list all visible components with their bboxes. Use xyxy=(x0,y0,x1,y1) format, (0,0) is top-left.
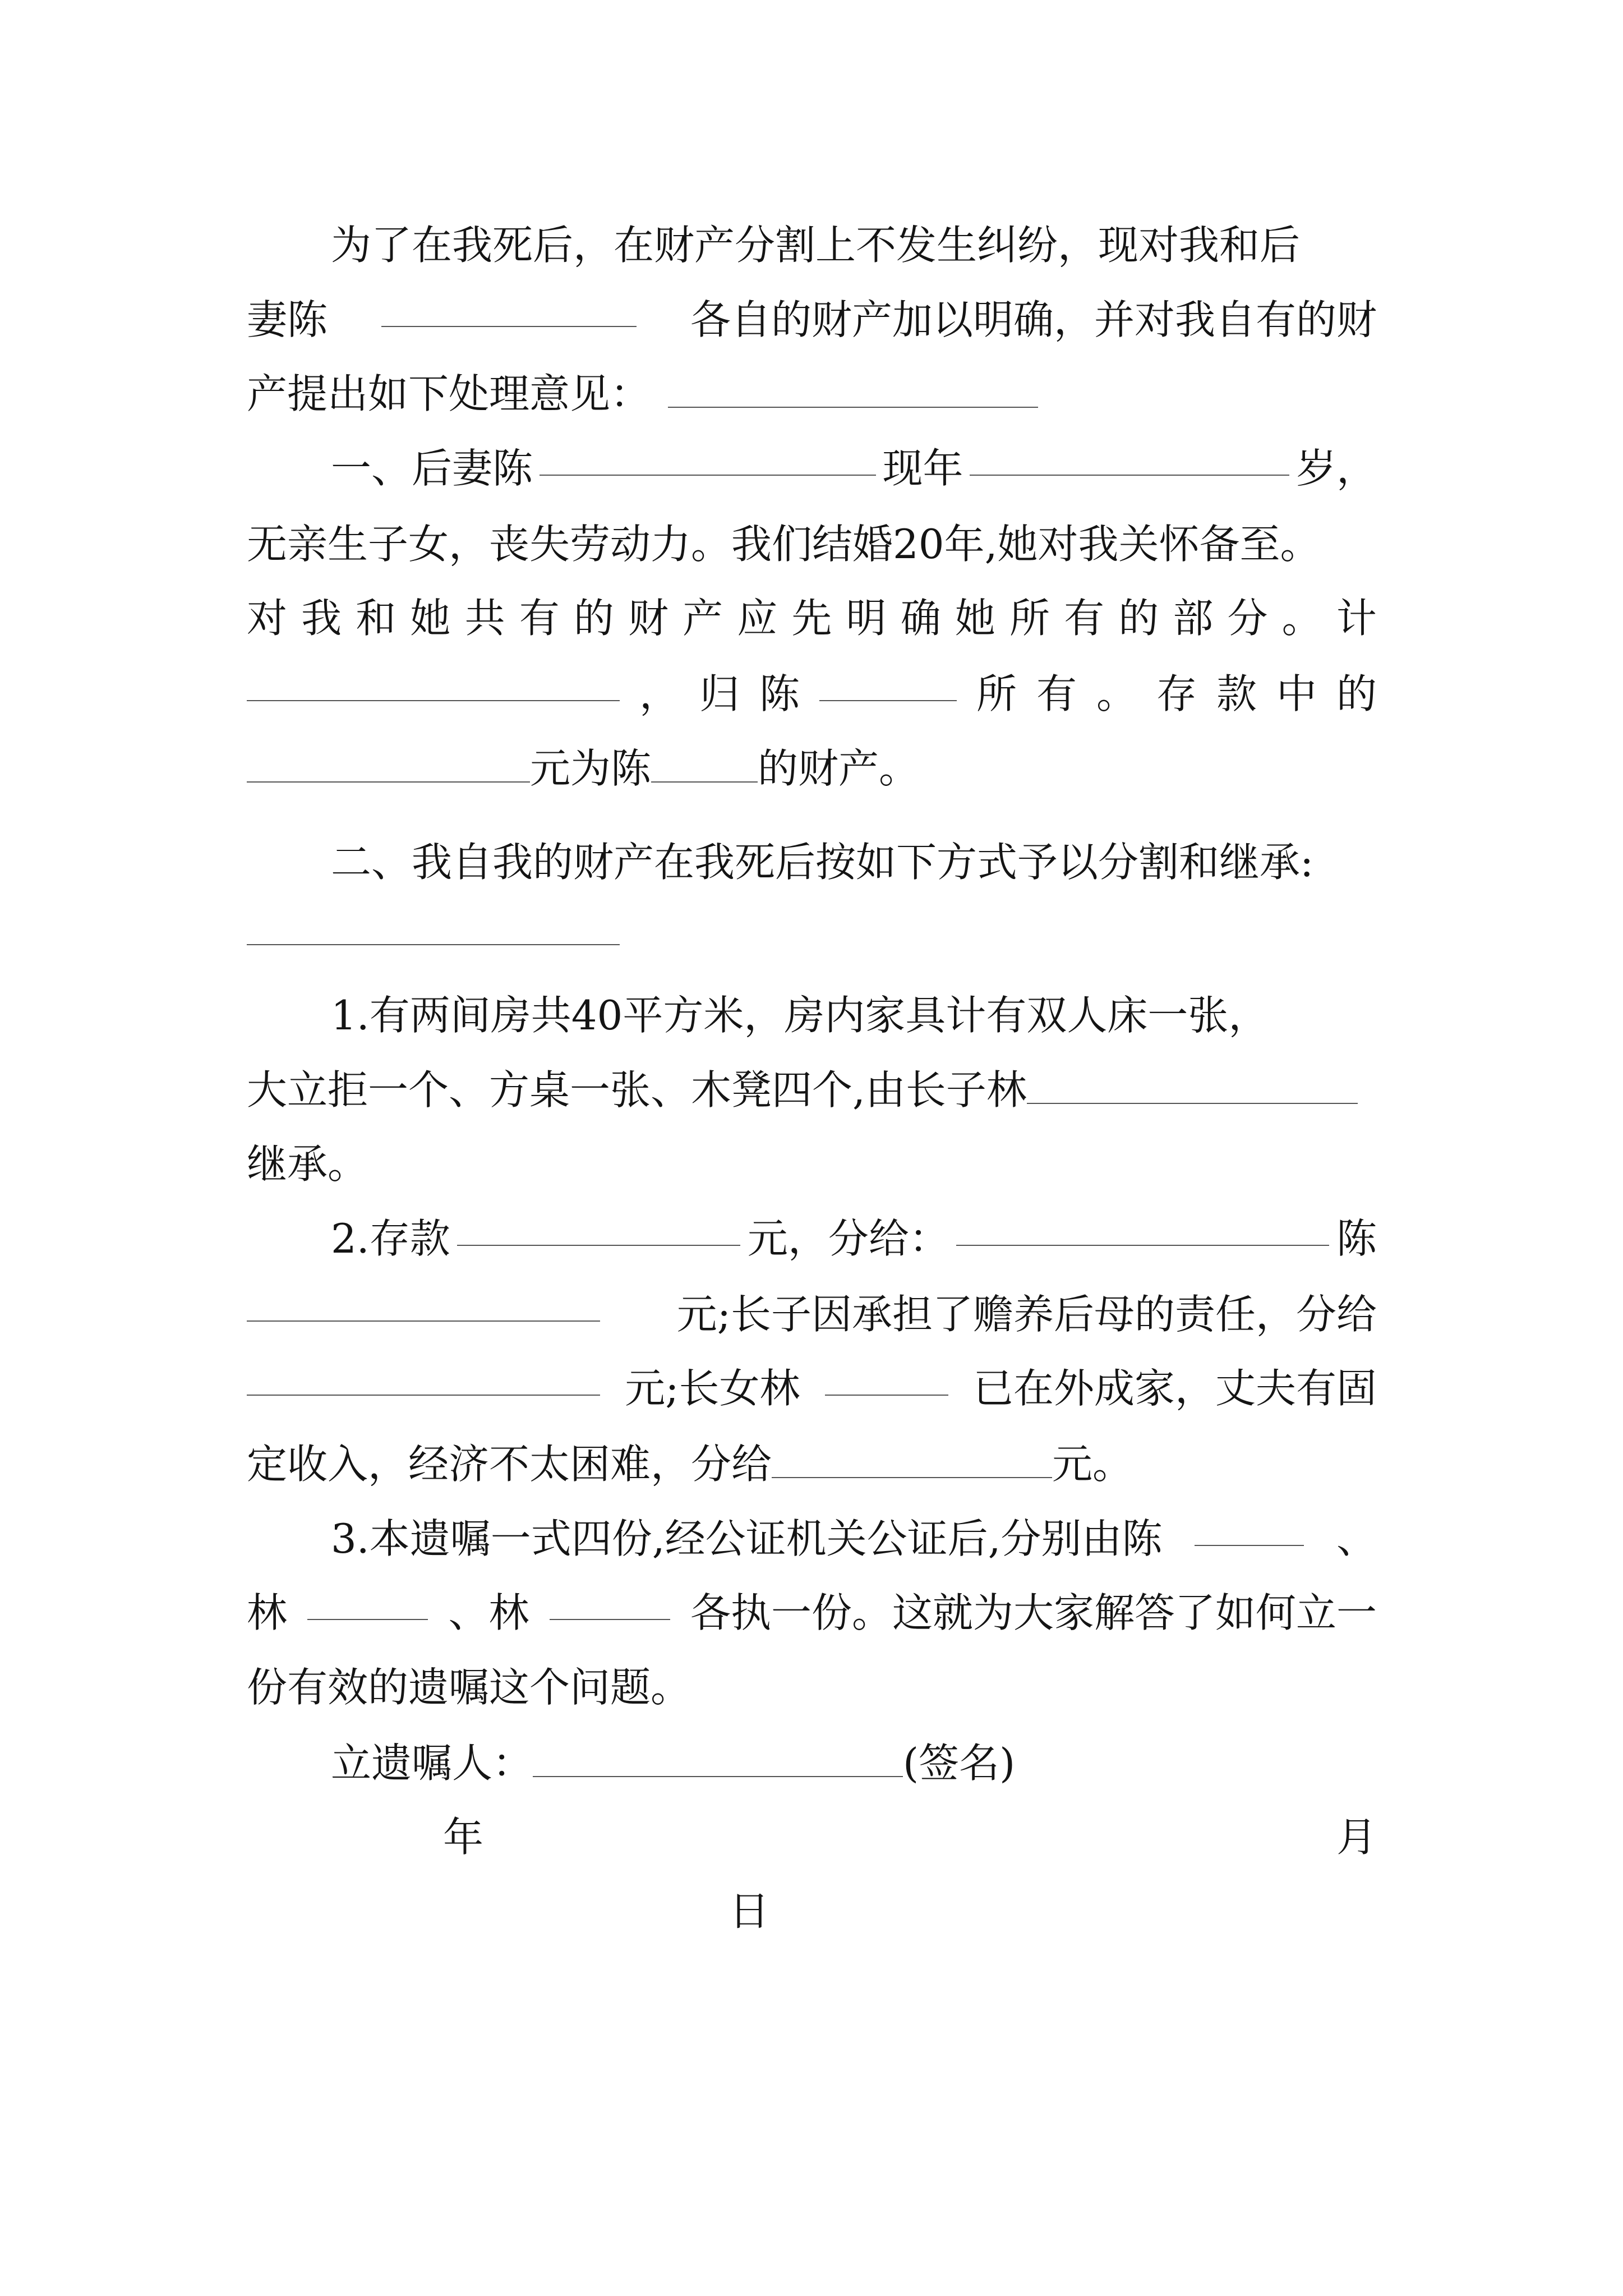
char: 我 xyxy=(301,595,342,642)
text: 2.存款 xyxy=(331,1215,450,1262)
intro-line-2 xyxy=(247,295,1377,345)
text: 为了在我死后，在财产分割上不发生纠纷，现对我和后 xyxy=(331,222,1301,269)
char: 分 xyxy=(1227,595,1268,642)
item3-line-3 xyxy=(247,1662,1377,1713)
blank-line[interactable] xyxy=(457,1213,740,1246)
char: 的 xyxy=(573,595,614,642)
text: 、 xyxy=(1336,1515,1377,1562)
text: 元为陈 xyxy=(530,745,652,792)
char: 共 xyxy=(464,595,505,642)
text: 林 xyxy=(247,1589,288,1636)
char: 和 xyxy=(356,595,396,642)
item2-line-4 xyxy=(247,1439,1377,1489)
text: 3.本遗嘱一式四份,经公证机关公证后,分别由陈 xyxy=(331,1515,1163,1562)
blank-line[interactable] xyxy=(381,295,637,327)
char: 先 xyxy=(791,595,832,642)
text: 1.有两间房共40平方米，房内家具计有双人床一张， xyxy=(331,992,1269,1039)
text: 现年 xyxy=(882,445,963,492)
text: 陈 xyxy=(1336,1215,1377,1262)
text: 继承。 xyxy=(247,1140,368,1188)
signature-suffix: (签名) xyxy=(903,1740,1016,1787)
char: 有 xyxy=(1064,595,1105,642)
text: 元。 xyxy=(1052,1441,1133,1488)
blank-line[interactable] xyxy=(1027,1071,1358,1104)
item2-line-2 xyxy=(247,1289,1377,1340)
char: 所 xyxy=(1009,595,1050,642)
text: 已在外成家，丈夫有固 xyxy=(972,1365,1377,1412)
text: 。 xyxy=(1096,670,1137,717)
date-day: 日 xyxy=(729,1888,770,1935)
p1-line-3 xyxy=(247,593,1377,643)
char: 她 xyxy=(410,595,451,642)
text: 陈 xyxy=(759,670,800,717)
blank-line[interactable] xyxy=(956,1213,1329,1246)
text: 元，分给： xyxy=(747,1215,949,1262)
item1-line-3 xyxy=(247,1139,1377,1189)
char: 计 xyxy=(1336,595,1377,642)
intro-line-3 xyxy=(247,369,1377,419)
blank-line[interactable] xyxy=(247,1289,600,1322)
text: 元;长女林 xyxy=(625,1365,800,1412)
blank-line[interactable] xyxy=(307,1588,428,1620)
blank-line[interactable] xyxy=(668,375,1038,408)
text: 产提出如下处理意见： xyxy=(247,370,651,417)
p1-line-4 xyxy=(247,669,1377,719)
text: 的 xyxy=(1336,670,1377,717)
blank-line[interactable] xyxy=(247,1363,600,1396)
text: 无亲生子女，丧失劳动力。我们结婚20年,她对我关怀备至。 xyxy=(247,521,1321,568)
text: ， xyxy=(639,670,680,717)
blank-line[interactable] xyxy=(1195,1513,1304,1546)
text: 各执一份。这就为大家解答了如何立一 xyxy=(690,1589,1377,1636)
p1-line-2 xyxy=(247,519,1377,569)
char: 财 xyxy=(628,595,668,642)
blank-line[interactable] xyxy=(819,669,957,701)
text: 所 xyxy=(976,670,1017,717)
p2-line-2 xyxy=(247,906,1377,956)
item3-line-1 xyxy=(247,1513,1377,1564)
text: 的财产。 xyxy=(758,745,920,792)
text: 妻陈 xyxy=(247,296,328,343)
text: 中 xyxy=(1276,670,1317,717)
blank-line[interactable] xyxy=(247,913,620,945)
item1-line-1 xyxy=(247,990,1377,1041)
item2-line-3 xyxy=(247,1363,1377,1414)
text: 大立拒一个、方桌一张、木凳四个,由长子林 xyxy=(247,1066,1027,1114)
text: 定收入，经济不太困难，分给 xyxy=(247,1441,772,1488)
text: 份有效的遗嘱这个问题。 xyxy=(247,1664,691,1711)
blank-line[interactable] xyxy=(970,443,1289,476)
date-year: 年 xyxy=(443,1814,484,1861)
signature-line xyxy=(247,1738,1377,1788)
blank-line[interactable] xyxy=(825,1363,948,1396)
item1-line-2 xyxy=(247,1065,1377,1115)
char: 有 xyxy=(519,595,560,642)
intro-line-1 xyxy=(247,220,1377,270)
blank-line[interactable] xyxy=(247,669,620,701)
text: 存 xyxy=(1156,670,1197,717)
text: 岁， xyxy=(1295,445,1377,492)
blank-line[interactable] xyxy=(651,750,758,783)
signature-blank[interactable] xyxy=(533,1745,903,1777)
char: 的 xyxy=(1118,595,1159,642)
p1-line-1 xyxy=(247,443,1377,494)
char: 应 xyxy=(737,595,778,642)
p2-line-1 xyxy=(247,837,1377,887)
text: 归 xyxy=(699,670,740,717)
item3-line-2 xyxy=(247,1588,1377,1638)
char: 。 xyxy=(1281,595,1322,642)
p1-line-5 xyxy=(247,743,1377,794)
blank-line[interactable] xyxy=(540,443,876,476)
text: 、林 xyxy=(448,1589,529,1636)
text: 有 xyxy=(1036,670,1077,717)
char: 确 xyxy=(900,595,941,642)
char: 明 xyxy=(846,595,887,642)
blank-line[interactable] xyxy=(772,1446,1052,1478)
char: 产 xyxy=(683,595,723,642)
char: 对 xyxy=(247,595,288,642)
blank-line[interactable] xyxy=(550,1588,670,1620)
text: 一、后妻陈 xyxy=(331,445,533,492)
blank-line[interactable] xyxy=(247,750,530,783)
text: 元;长子因承担了赡养后母的责任，分给 xyxy=(676,1291,1377,1338)
date-month: 月 xyxy=(1336,1814,1377,1861)
signature-label: 立遗嘱人： xyxy=(331,1740,533,1787)
text: 款 xyxy=(1216,670,1257,717)
char: 部 xyxy=(1173,595,1214,642)
item2-line-1 xyxy=(247,1213,1377,1264)
char: 她 xyxy=(955,595,995,642)
text: 二、我自我的财产在我死后按如下方式予以分割和继承: xyxy=(331,839,1314,886)
text: 各自的财产加以明确，并对我自有的财 xyxy=(690,296,1377,343)
